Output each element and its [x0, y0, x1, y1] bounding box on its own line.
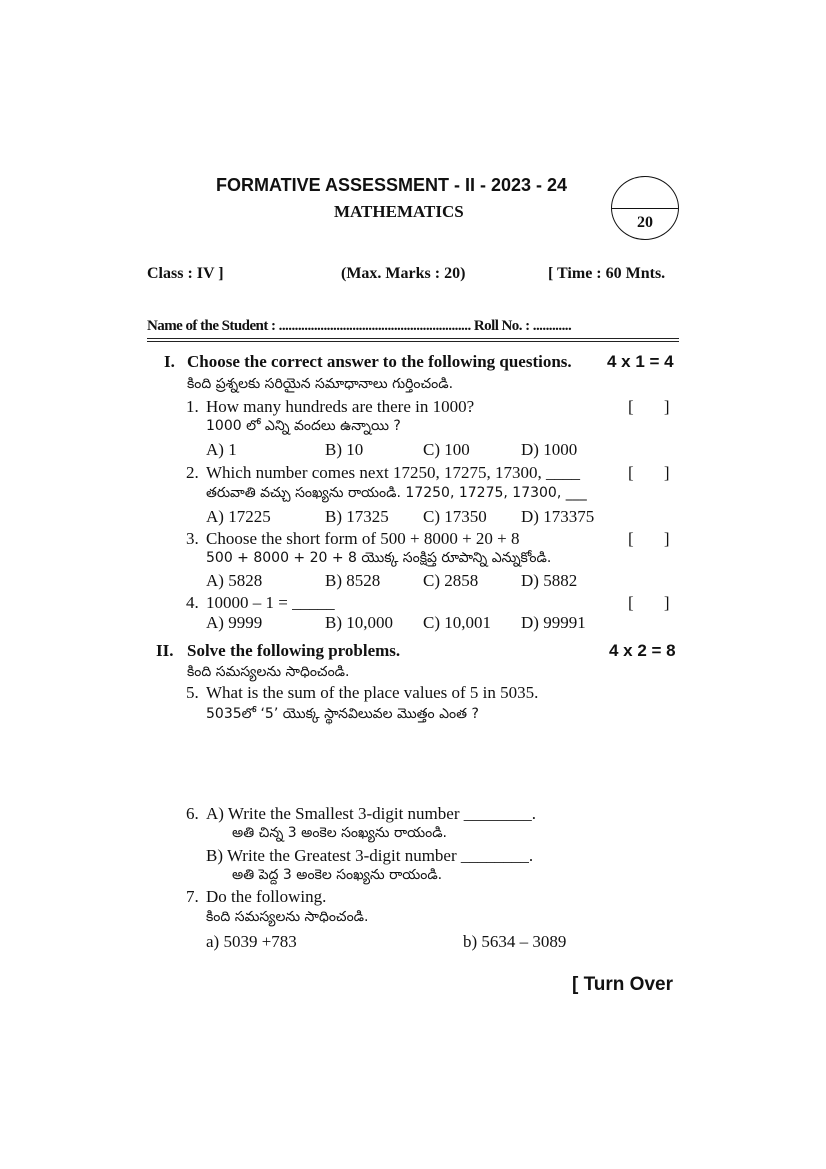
q3-option-d: D) 5882 — [521, 571, 578, 590]
q4-text: 10000 – 1 = _____ — [206, 593, 335, 612]
q7-text: Do the following. — [206, 887, 327, 906]
q3-option-b: B) 8528 — [325, 571, 381, 590]
q3-number: 3. — [186, 529, 199, 548]
time-label: [ Time : 60 Mnts. — [548, 265, 666, 282]
section2-title: Solve the following problems. — [187, 641, 401, 660]
section2-number: II. — [156, 641, 174, 660]
max-marks-label: (Max. Marks : 20) — [341, 265, 466, 282]
q4-answer-bracket[interactable]: [ ] — [628, 593, 670, 612]
q2-option-c: C) 17350 — [423, 507, 487, 526]
q1-option-c: C) 100 — [423, 440, 470, 459]
q4-option-b: B) 10,000 — [325, 613, 393, 632]
q2-telugu: తరువాతి వచ్చు సంఖ్యను రాయండి. 17250, 17275, 17300, ___ — [206, 485, 587, 501]
q3-option-c: C) 2858 — [423, 571, 479, 590]
q2-option-a: A) 17225 — [206, 507, 271, 526]
total-marks: 20 — [637, 214, 653, 231]
q3-text: Choose the short form of 500 + 8000 + 20 + 8 — [206, 529, 520, 548]
section1-telugu: కింది ప్రశ్నలకు సరియైన సమాధానాలు గుర్తించండి. — [187, 376, 454, 392]
q1-text: How many hundreds are there in 1000? — [206, 397, 475, 416]
q2-option-d: D) 173375 — [521, 507, 595, 526]
section1-number: I. — [164, 352, 175, 371]
q6a-telugu: అతి చిన్న 3 అంకెల సంఖ్యను రాయండి. — [232, 825, 448, 841]
exam-title: FORMATIVE ASSESSMENT - II - 2023 - 24 — [216, 175, 568, 195]
q2-answer-bracket[interactable]: [ ] — [628, 463, 670, 482]
q1-option-d: D) 1000 — [521, 440, 578, 459]
double-rule-top — [147, 338, 679, 339]
q4-option-c: C) 10,001 — [423, 613, 491, 632]
q6a-text: A) Write the Smallest 3-digit number ________. — [206, 804, 536, 823]
q1-telugu: 1000 లో ఎన్ని వందలు ఉన్నాయి ? — [206, 418, 401, 434]
q5-number: 5. — [186, 683, 199, 702]
q3-telugu: 500 + 8000 + 20 + 8 యొక్క సంక్షిప్త రూపాన్ని ఎన్నుకోండి. — [206, 550, 552, 566]
q7a-problem: a) 5039 +783 — [206, 932, 297, 951]
q1-option-a: A) 1 — [206, 440, 237, 459]
q2-option-b: B) 17325 — [325, 507, 389, 526]
q2-number: 2. — [186, 463, 199, 482]
turn-over-label: [ Turn Over — [572, 974, 673, 995]
q5-text: What is the sum of the place values of 5 in 5035. — [206, 683, 539, 702]
q6-number: 6. — [186, 804, 199, 823]
q6b-text: B) Write the Greatest 3-digit number ________. — [206, 846, 534, 865]
q7-telugu: కింది సమస్యలను సాధించండి. — [206, 909, 369, 925]
q1-answer-bracket[interactable]: [ ] — [628, 397, 670, 416]
section2-telugu: కింది సమస్యలను సాధించండి. — [187, 664, 350, 680]
q7-number: 7. — [186, 887, 199, 906]
q7b-problem: b) 5634 – 3089 — [463, 932, 567, 951]
section1-title: Choose the correct answer to the following questions. — [187, 352, 572, 371]
section2-marks: 4 x 2 = 8 — [609, 641, 676, 660]
q3-option-a: A) 5828 — [206, 571, 263, 590]
q3-answer-bracket[interactable]: [ ] — [628, 529, 670, 548]
q5-telugu: 5035లో ‘5’ యొక్క స్థానవిలువల మొత్తం ఎంత ? — [206, 706, 479, 722]
q4-number: 4. — [186, 593, 199, 612]
section1-marks: 4 x 1 = 4 — [607, 352, 674, 371]
double-rule-bottom — [147, 341, 679, 342]
q4-option-a: A) 9999 — [206, 613, 263, 632]
q6b-telugu: అతి పెద్ద 3 అంకెల సంఖ్యను రాయండి. — [232, 867, 443, 883]
marks-circle-divider — [612, 208, 678, 209]
student-name-roll-line: Name of the Student : ............................................................ Roll No. : ............ — [147, 318, 572, 334]
q1-number: 1. — [186, 397, 199, 416]
subject-title: MATHEMATICS — [334, 202, 464, 221]
q2-text: Which number comes next 17250, 17275, 17300, ____ — [206, 463, 580, 482]
q4-option-d: D) 99991 — [521, 613, 586, 632]
marks-circle — [611, 176, 679, 240]
q1-option-b: B) 10 — [325, 440, 364, 459]
class-label: Class : IV ] — [147, 265, 224, 282]
